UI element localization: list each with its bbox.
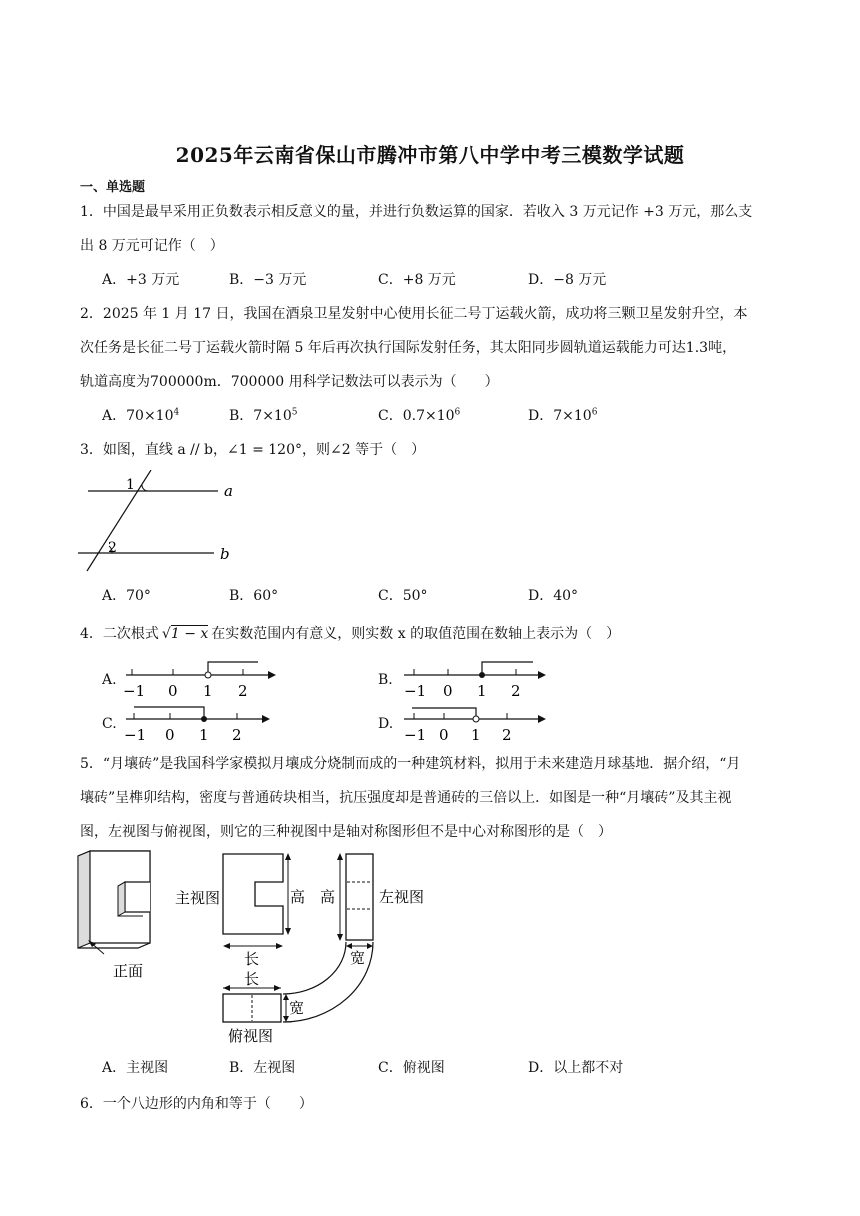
q4-radical (162, 624, 208, 644)
q4-radicand: 1 − x (170, 626, 209, 642)
tick-label: 1 (471, 726, 481, 744)
q2-line3: 轨道高度为700000m．700000 用科学记数法可以表示为（ ） (80, 374, 499, 390)
q5-option-d[interactable]: D．以上都不对 (528, 1060, 624, 1076)
tick-label: −1 (404, 726, 427, 744)
q1-option-b[interactable]: B．−3 万元 (229, 272, 307, 288)
tick-label: 1 (477, 682, 487, 700)
q2-option-d[interactable] (528, 406, 597, 426)
q1-option-d[interactable]: D．−8 万元 (528, 272, 607, 288)
q5-option-c[interactable]: C．俯视图 (378, 1060, 445, 1076)
q4-option-c-label[interactable]: C. (102, 716, 117, 732)
q2-option-a[interactable] (102, 406, 179, 426)
tick-label: 0 (165, 726, 175, 744)
q2-option-c-label: C． (378, 408, 403, 424)
q2-option-c-base: 0.7×10 (402, 408, 455, 424)
q5-top-view-label: 俯视图 (228, 1027, 274, 1045)
q5-height-label-1: 高 (290, 888, 306, 906)
q5-line1: 5．“月壤砖”是我国科学家模拟月壤成分烧制而成的一种建筑材料，拟用于未来建造月球基地．据介绍，“月 (80, 756, 741, 772)
page-title: 2025年云南省保山市腾冲市第八中学中考三模数学试题 (175, 143, 685, 167)
q5-brick-3d-figure (75, 850, 160, 985)
q4-option-a-label[interactable]: A. (102, 672, 117, 688)
q5-three-views-figure (170, 848, 460, 1048)
q1-option-a[interactable]: A．+3 万元 (102, 272, 180, 288)
q3-option-a[interactable]: A．70° (102, 588, 151, 604)
q2-option-a-exp: 4 (173, 407, 180, 418)
tick-label: 2 (502, 726, 512, 744)
q3-angle2-label: 2 (108, 540, 117, 556)
q5-main-view-label: 主视图 (175, 889, 221, 907)
q2-option-c[interactable] (378, 406, 460, 426)
q5-length-label-2: 长 (244, 970, 260, 988)
q2-option-b-exp: 5 (291, 407, 298, 418)
q6-line1: 6．一个八边形的内角和等于（ ） (80, 1096, 313, 1112)
section-heading: 一、单选题 (80, 180, 146, 195)
q4-option-a-numberline[interactable] (120, 658, 285, 700)
q2-line2: 次任务是长征二号丁运载火箭时隔 5 年后再次执行国际发射任务，其太阳同步圆轨道运载能力可达1.3吨， (80, 340, 737, 356)
q1-option-c[interactable]: C．+8 万元 (378, 272, 456, 288)
q5-length-label-1: 长 (244, 950, 260, 968)
q4-option-b-numberline[interactable] (398, 658, 553, 700)
tick-label: 1 (199, 726, 209, 744)
q2-option-d-exp: 6 (591, 407, 598, 418)
tick-label: 0 (443, 682, 453, 700)
q3-option-c[interactable]: C．50° (378, 588, 428, 604)
q4-stem (80, 624, 620, 644)
q2-option-a-label: A． (102, 408, 127, 424)
tick-label: 2 (238, 682, 248, 700)
q4-stem-pre: 4．二次根式 (80, 626, 159, 642)
q1-line1: 1．中国是最早采用正负数表示相反意义的量，并进行负数运算的国家．若收入 3 万元记作 +3 万元，那么支 (80, 204, 753, 220)
q5-option-a[interactable]: A．主视图 (102, 1060, 169, 1076)
tick-label: 0 (439, 726, 449, 744)
q5-line3: 图，左视图与俯视图，则它的三种视图中是轴对称图形但不是中心对称图形的是（ ） (80, 824, 612, 840)
q2-option-c-exp: 6 (454, 407, 461, 418)
q3-option-d[interactable]: D．40° (528, 588, 579, 604)
tick-label: 2 (511, 682, 521, 700)
tick-label: −1 (124, 726, 147, 744)
q5-height-label-2: 高 (320, 888, 336, 906)
q4-option-b-label[interactable]: B. (378, 672, 393, 688)
q3-line1: 3．如图，直线 a // b，∠1 = 120°，则∠2 等于（ ） (80, 442, 426, 458)
q4-stem-post: 在实数范围内有意义，则实数 x 的取值范围在数轴上表示为（ ） (211, 626, 621, 642)
q3-parallel-lines-figure (78, 470, 238, 576)
tick-label: −1 (404, 682, 427, 700)
tick-label: −1 (123, 682, 146, 700)
q2-option-b-base: 7×10 (253, 408, 292, 424)
q2-option-b-label: B． (229, 408, 254, 424)
q5-width-label-1: 宽 (350, 949, 366, 967)
tick-label: 0 (168, 682, 178, 700)
q5-line2: 壤砖”呈榫卯结构，密度与普通砖块相当，抗压强度却是普通砖的三倍以上．如图是一种“月壤砖”及其主视 (80, 790, 732, 806)
q3-line-a-label: a (224, 482, 233, 500)
q3-angle1-label: 1 (126, 477, 135, 493)
q4-option-d-numberline[interactable] (398, 702, 553, 744)
tick-label: 1 (203, 682, 213, 700)
q2-option-a-base: 70×10 (126, 408, 174, 424)
q3-line-b-label: b (220, 545, 230, 563)
q2-option-d-label: D． (528, 408, 554, 424)
q2-option-b[interactable] (229, 406, 297, 426)
sqrt-sign-icon: √ (161, 626, 171, 642)
q4-option-c-numberline[interactable] (120, 702, 280, 744)
q1-line2: 出 8 万元可记作（ ） (80, 238, 224, 254)
q3-option-b[interactable]: B．60° (229, 588, 279, 604)
q5-left-view-label: 左视图 (379, 888, 425, 906)
q2-option-d-base: 7×10 (553, 408, 592, 424)
q5-front-label: 正面 (113, 962, 144, 980)
q5-width-label-2: 宽 (289, 999, 305, 1017)
q4-option-d-label[interactable]: D. (378, 716, 394, 732)
q2-line1: 2．2025 年 1 月 17 日，我国在酒泉卫星发射中心使用长征二号丁运载火箭，成功将三颗卫星发射升空，本 (80, 306, 748, 322)
q5-option-b[interactable]: B．左视图 (229, 1060, 296, 1076)
tick-label: 2 (232, 726, 242, 744)
